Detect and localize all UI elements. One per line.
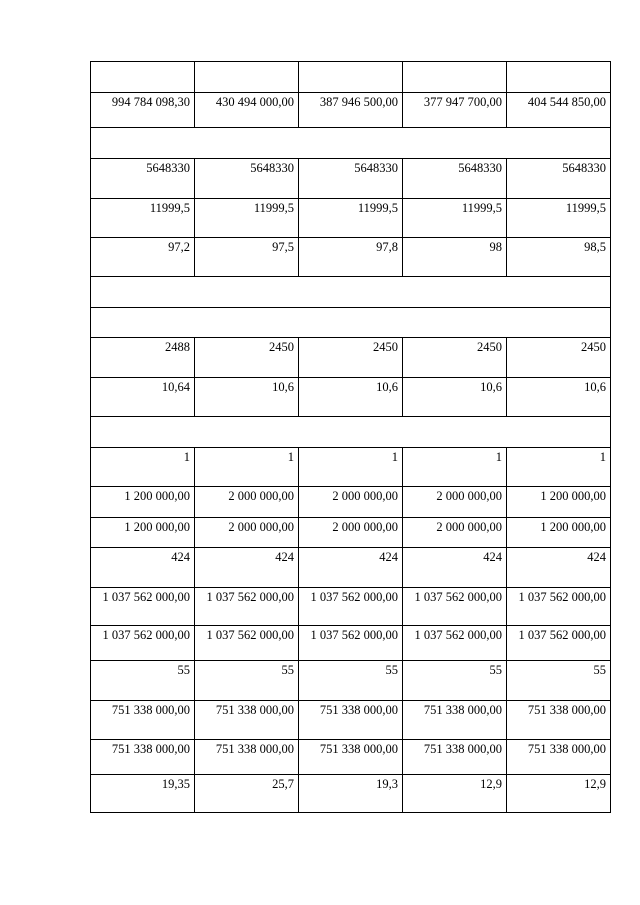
table-row — [91, 701, 611, 740]
table-cell: 2488 — [91, 338, 195, 378]
section-row — [91, 277, 611, 308]
table-cell: 19,35 — [91, 775, 195, 813]
table-cell: 424 — [507, 548, 611, 588]
table-cell: 1 037 562 000,00 — [403, 626, 507, 661]
table-cell: 11999,5 — [91, 199, 195, 238]
table-cell: 2 000 000,00 — [299, 487, 403, 518]
section-cell — [91, 308, 611, 338]
table-cell: 1 200 000,00 — [507, 487, 611, 518]
table-cell: 2 000 000,00 — [403, 518, 507, 548]
table-cell: 1 200 000,00 — [507, 518, 611, 548]
table-cell: 98,5 — [507, 238, 611, 277]
table-cell: 751 338 000,00 — [299, 740, 403, 775]
table-cell: 1 037 562 000,00 — [403, 588, 507, 626]
table-cell: 751 338 000,00 — [91, 740, 195, 775]
table-cell: 387 946 500,00 — [299, 93, 403, 128]
table-cell: 1 037 562 000,00 — [195, 626, 299, 661]
table-cell: 424 — [299, 548, 403, 588]
table-cell — [299, 62, 403, 93]
table-cell: 19,3 — [299, 775, 403, 813]
data-table — [90, 61, 611, 813]
section-row — [91, 308, 611, 338]
table-cell: 1 037 562 000,00 — [507, 626, 611, 661]
table-cell: 97,5 — [195, 238, 299, 277]
table-cell: 5648330 — [195, 159, 299, 199]
table-cell: 25,7 — [195, 775, 299, 813]
table-cell: 55 — [195, 661, 299, 701]
table-cell: 424 — [195, 548, 299, 588]
table-cell: 377 947 700,00 — [403, 93, 507, 128]
table-cell — [195, 62, 299, 93]
table-cell: 2 000 000,00 — [299, 518, 403, 548]
table-row — [91, 338, 611, 378]
table-cell: 11999,5 — [507, 199, 611, 238]
table-body — [91, 62, 611, 813]
table-cell: 2450 — [299, 338, 403, 378]
table-cell: 430 494 000,00 — [195, 93, 299, 128]
table-cell: 2450 — [507, 338, 611, 378]
table-row — [91, 626, 611, 661]
table-cell: 10,6 — [195, 378, 299, 417]
table-cell: 751 338 000,00 — [507, 740, 611, 775]
table-row — [91, 159, 611, 199]
table-cell: 1 037 562 000,00 — [507, 588, 611, 626]
table-cell: 55 — [91, 661, 195, 701]
table-cell: 12,9 — [507, 775, 611, 813]
table-cell: 10,64 — [91, 378, 195, 417]
table-cell: 2 000 000,00 — [195, 518, 299, 548]
table-cell: 2450 — [403, 338, 507, 378]
table-cell — [507, 62, 611, 93]
table-cell: 1 037 562 000,00 — [91, 588, 195, 626]
table-cell: 994 784 098,30 — [91, 93, 195, 128]
table-cell: 11999,5 — [195, 199, 299, 238]
table-cell: 751 338 000,00 — [507, 701, 611, 740]
table-cell: 5648330 — [507, 159, 611, 199]
table-cell: 12,9 — [403, 775, 507, 813]
table-cell: 1 037 562 000,00 — [299, 626, 403, 661]
table-cell: 2450 — [195, 338, 299, 378]
table-cell — [403, 62, 507, 93]
table-cell: 5648330 — [299, 159, 403, 199]
table-cell: 1 037 562 000,00 — [91, 626, 195, 661]
table-cell: 98 — [403, 238, 507, 277]
table-cell: 1 — [403, 448, 507, 487]
section-cell — [91, 128, 611, 159]
table-row — [91, 588, 611, 626]
table-cell: 55 — [403, 661, 507, 701]
table-cell: 751 338 000,00 — [91, 701, 195, 740]
table-cell: 424 — [403, 548, 507, 588]
table-cell: 1 — [299, 448, 403, 487]
table-row — [91, 487, 611, 518]
table-row — [91, 93, 611, 128]
table-cell: 1 — [91, 448, 195, 487]
table-cell: 1 200 000,00 — [91, 487, 195, 518]
table-cell: 424 — [91, 548, 195, 588]
table-row — [91, 518, 611, 548]
table-cell: 10,6 — [403, 378, 507, 417]
table-cell: 751 338 000,00 — [403, 701, 507, 740]
table-cell: 1 — [507, 448, 611, 487]
table-cell: 751 338 000,00 — [195, 701, 299, 740]
table-row — [91, 199, 611, 238]
table-cell: 751 338 000,00 — [299, 701, 403, 740]
table-cell: 751 338 000,00 — [195, 740, 299, 775]
table-cell: 2 000 000,00 — [403, 487, 507, 518]
table-cell: 10,6 — [299, 378, 403, 417]
section-cell — [91, 277, 611, 308]
table-cell: 2 000 000,00 — [195, 487, 299, 518]
table-cell: 1 — [195, 448, 299, 487]
section-row — [91, 417, 611, 448]
table-cell: 751 338 000,00 — [403, 740, 507, 775]
section-row — [91, 128, 611, 159]
table-row — [91, 238, 611, 277]
table-cell: 11999,5 — [299, 199, 403, 238]
table-row — [91, 548, 611, 588]
table-row — [91, 775, 611, 813]
table-cell: 55 — [299, 661, 403, 701]
table-cell — [91, 62, 195, 93]
table-row — [91, 448, 611, 487]
table-row — [91, 661, 611, 701]
table-cell: 97,8 — [299, 238, 403, 277]
table-cell: 404 544 850,00 — [507, 93, 611, 128]
table-cell: 1 037 562 000,00 — [299, 588, 403, 626]
table-cell: 55 — [507, 661, 611, 701]
table-row — [91, 740, 611, 775]
table-cell: 11999,5 — [403, 199, 507, 238]
table-cell: 10,6 — [507, 378, 611, 417]
table-cell: 97,2 — [91, 238, 195, 277]
table-cell: 5648330 — [403, 159, 507, 199]
table-cell: 1 037 562 000,00 — [195, 588, 299, 626]
table-cell: 1 200 000,00 — [91, 518, 195, 548]
section-cell — [91, 417, 611, 448]
table-row — [91, 62, 611, 93]
table-row — [91, 378, 611, 417]
table-cell: 5648330 — [91, 159, 195, 199]
